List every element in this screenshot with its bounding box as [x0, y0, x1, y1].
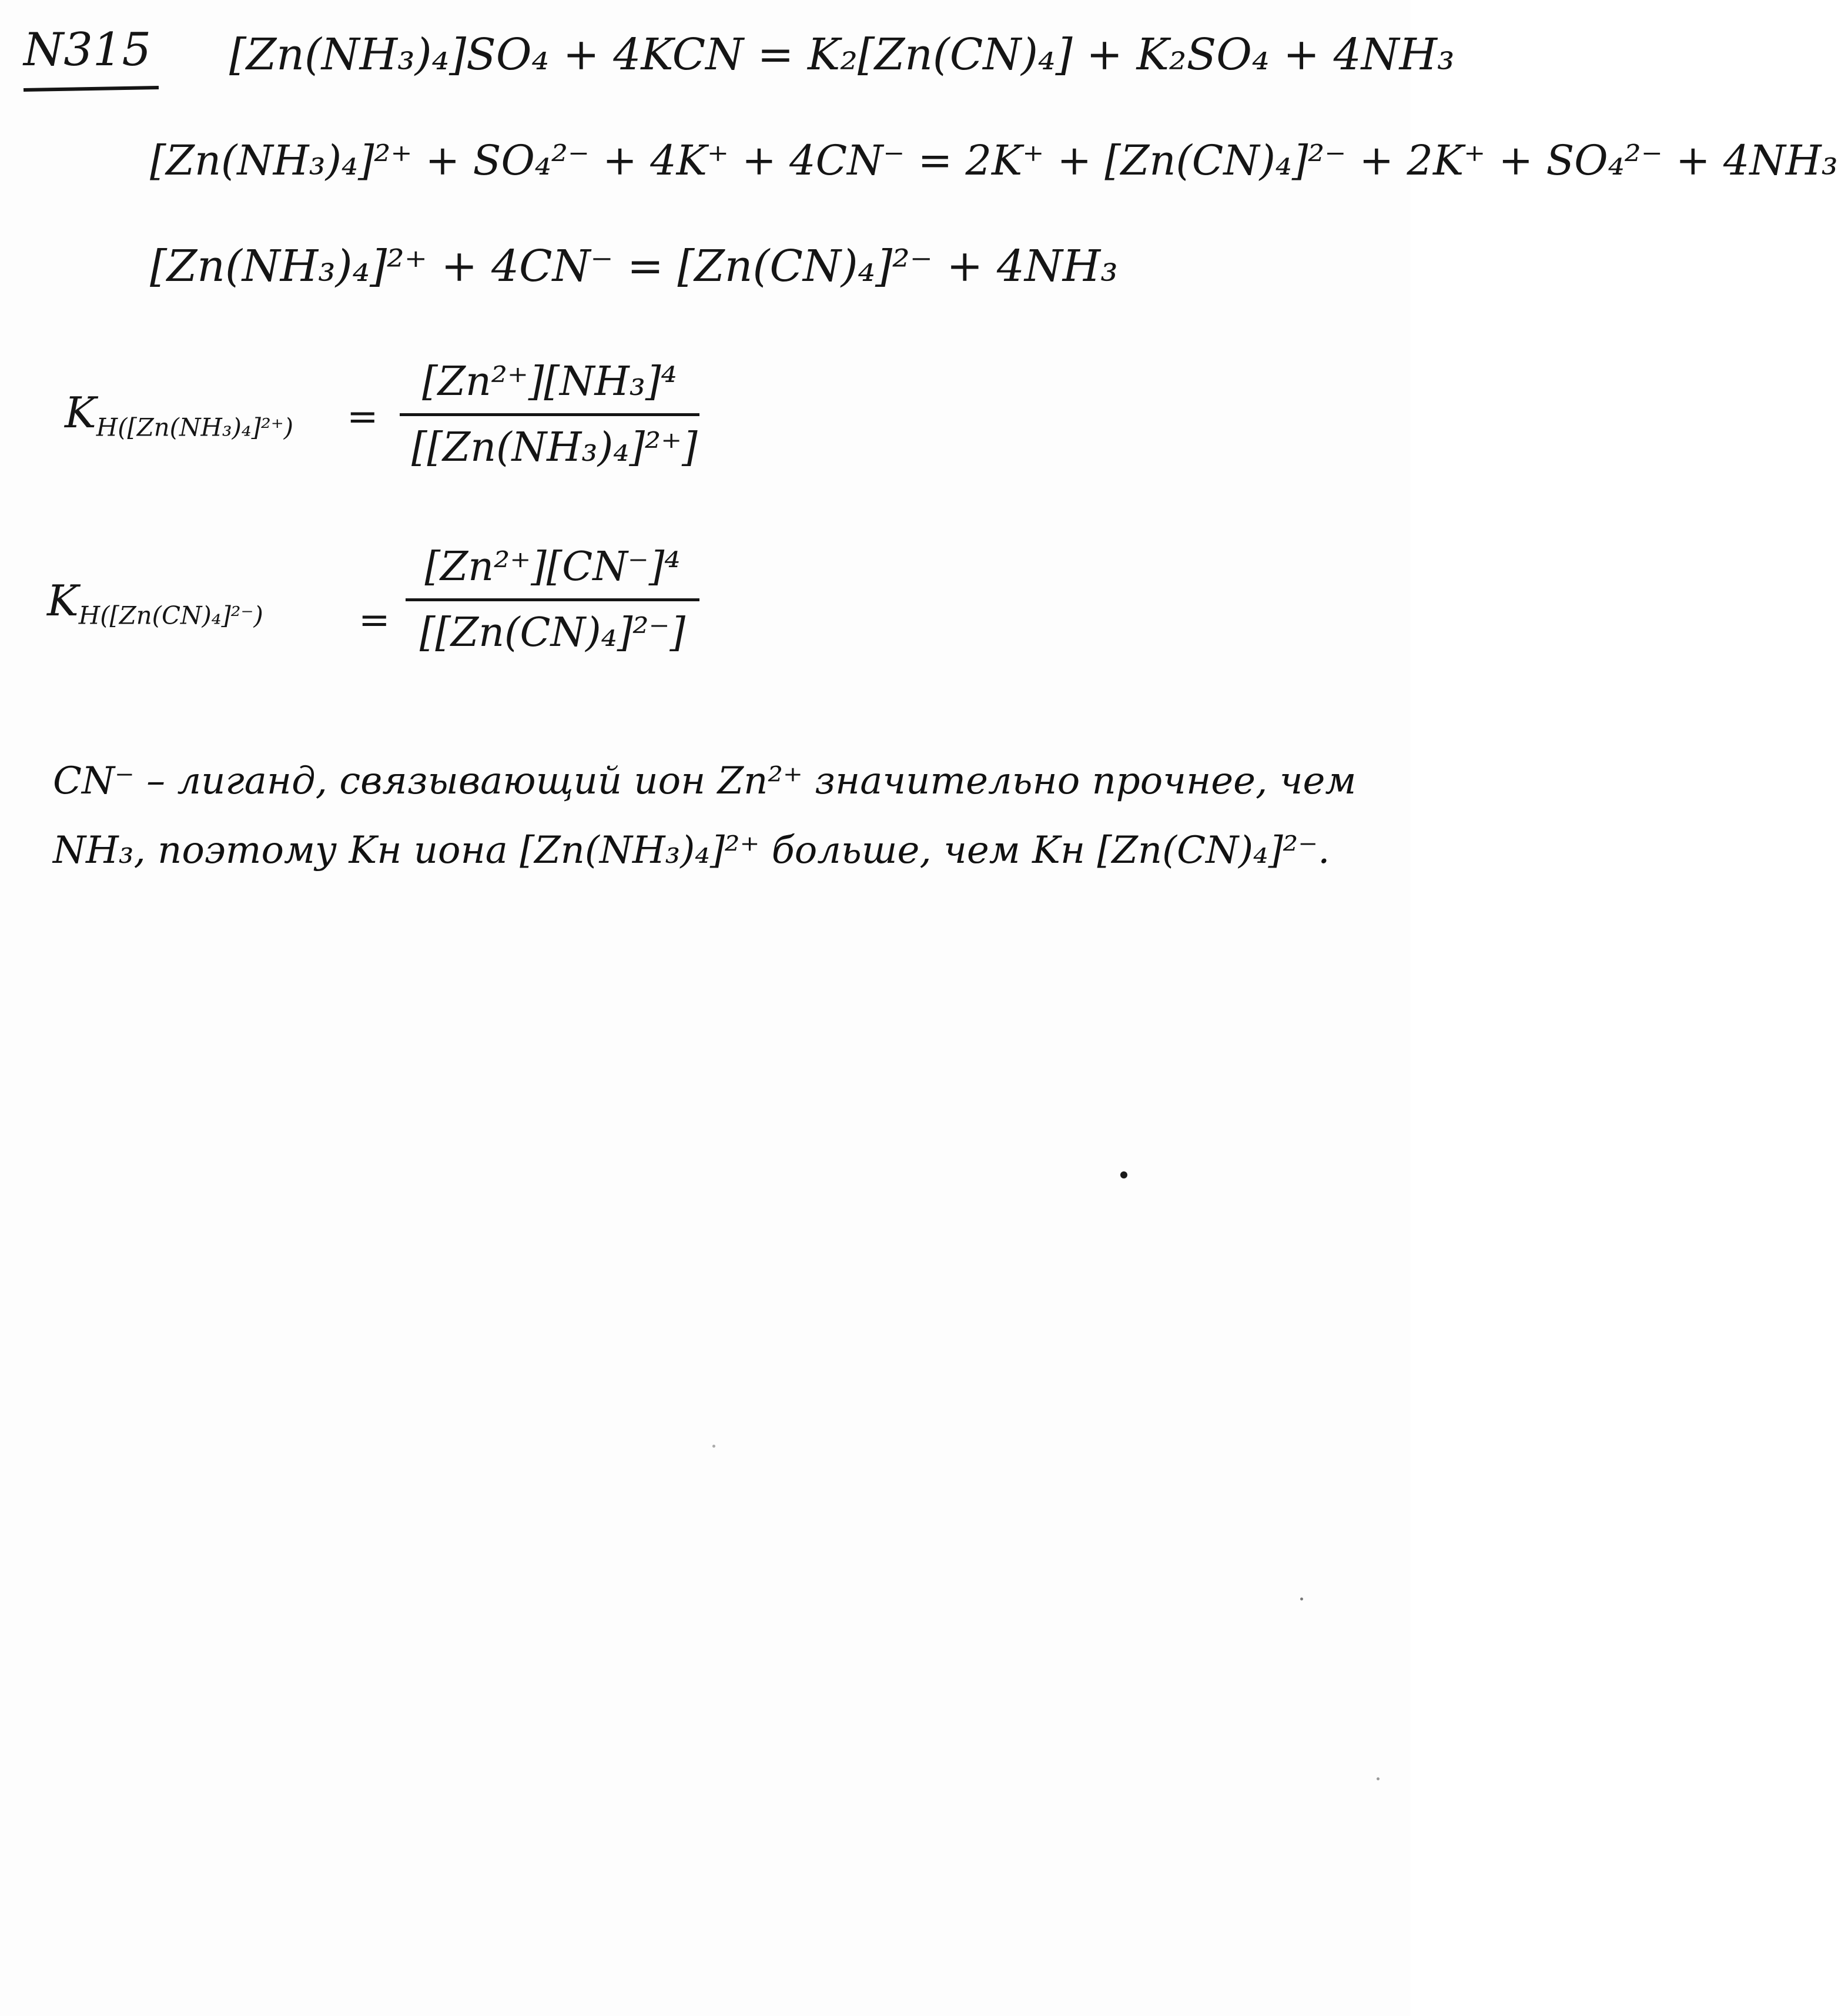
- scan-speck: [712, 1445, 715, 1448]
- constant-1-denominator: [[Zn(NH₃)₄]²⁺]: [411, 424, 698, 471]
- constant-2-subscript: H([Zn(CN)₄]²⁻): [78, 601, 263, 630]
- problem-number-underline: [24, 86, 159, 92]
- constant-1-equals: =: [347, 395, 379, 438]
- molecular-equation: [Zn(NH₃)₄]SO₄ + 4KCN = K₂[Zn(CN)₄] + K₂SO₄ + 4NH₃: [229, 29, 1455, 80]
- constant-2-symbol: K: [47, 576, 79, 625]
- constant-1-symbol: K: [65, 388, 96, 437]
- constant-2-denominator: [[Zn(CN)₄]²⁻]: [419, 610, 686, 656]
- constant-2-fraction-bar: [406, 598, 699, 601]
- constant-1-subscript: H([Zn(NH₃)₄]²⁺): [96, 413, 294, 442]
- conclusion-text: CN⁻ – лиганд, связывающий ион Zn²⁺ значительно прочнее, чем NH₃, поэтому Kн иона [Zn(NH₃)₄]²⁺ больше, чем Kн [Zn(CN)₄]²⁻.: [53, 759, 1357, 872]
- constant-2-equals: =: [359, 598, 390, 642]
- constant-2-fraction: [406, 544, 699, 656]
- scan-speck: [1377, 1777, 1380, 1780]
- constant-2-label: [47, 576, 263, 630]
- short-ionic-equation: [Zn(NH₃)₄]²⁺ + 4CN⁻ = [Zn(CN)₄]²⁻ + 4NH₃: [150, 241, 1118, 292]
- constant-2-numerator: [Zn²⁺][CN⁻]⁴: [424, 544, 681, 590]
- full-ionic-equation: [Zn(NH₃)₄]²⁺ + SO₄²⁻ + 4K⁺ + 4CN⁻ = 2K⁺ + [Zn(CN)₄]²⁻ + 2K⁺ + SO₄²⁻ + 4NH₃: [150, 136, 1838, 185]
- constant-1-numerator: [Zn²⁺][NH₃]⁴: [422, 359, 677, 405]
- constant-1-fraction-bar: [400, 413, 699, 416]
- constant-1-label: [65, 388, 293, 442]
- problem-number: N315: [24, 24, 152, 76]
- ink-dot: [1120, 1171, 1127, 1178]
- scan-speck: [1300, 1598, 1303, 1600]
- constant-1-fraction: [400, 359, 699, 471]
